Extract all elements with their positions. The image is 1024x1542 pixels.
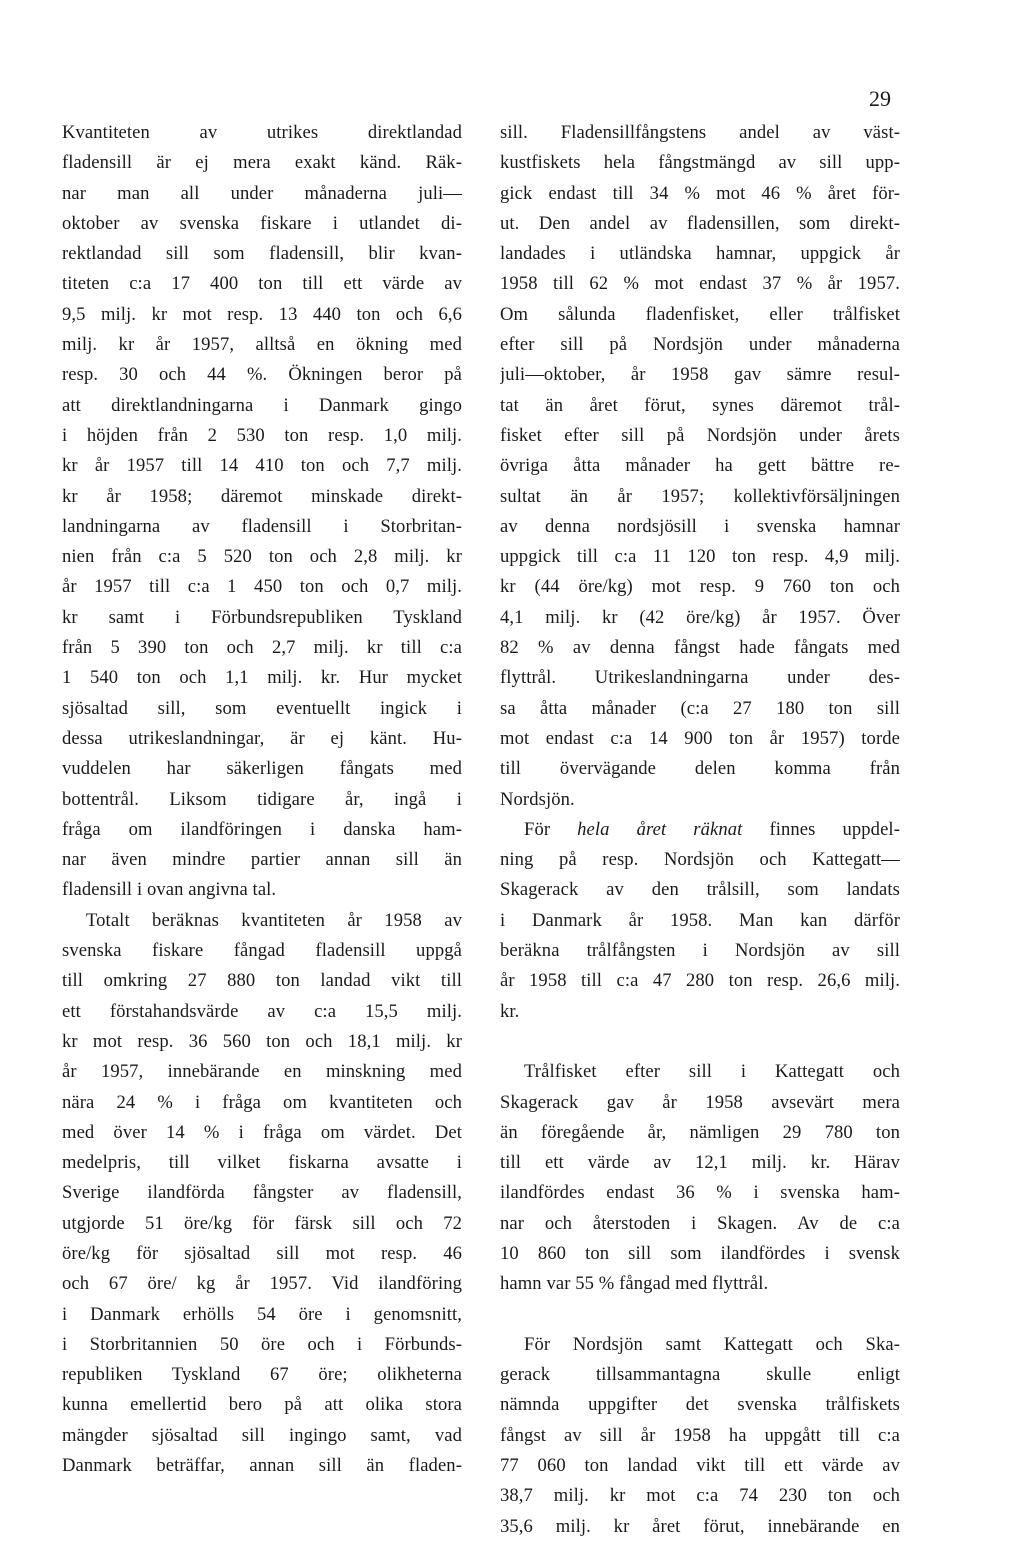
text-line: år 1957, innebärande en minskning med — [62, 1061, 462, 1083]
text-line: kr samt i Förbundsrepubliken Tyskland — [62, 606, 462, 628]
text-line: republiken Tyskland 67 öre; olikheterna — [62, 1364, 462, 1386]
text-line: kr. — [500, 1000, 520, 1022]
italic-phrase: hela året räknat — [577, 818, 743, 840]
text-line: till omkring 27 880 ton landad vikt till — [62, 970, 462, 992]
italic-suffix: finnes uppdel- — [742, 818, 900, 840]
page-number: 29 — [869, 86, 891, 111]
text-line: 82 % av denna fångst hade fångats med — [500, 637, 900, 659]
text-line: Totalt beräknas kvantiteten år 1958 av — [86, 909, 462, 931]
text-line: i Danmark år 1958. Man kan därför — [500, 909, 900, 931]
text-line: medelpris, till vilket fiskarna avsatte i — [62, 1152, 462, 1174]
text-line: mot endast c:a 14 900 ton år 1957) torde — [500, 727, 900, 749]
text-line: nien från c:a 5 520 ton och 2,8 milj. kr — [62, 546, 462, 568]
text-line: milj. kr år 1957, alltså en ökning med — [62, 334, 462, 356]
text-line: 1 540 ton och 1,1 milj. kr. Hur mycket — [62, 667, 462, 689]
right-column — [500, 118, 900, 1542]
text-line: nära 24 % i fråga om kvantiteten och — [62, 1091, 462, 1113]
text-line: kustfiskets hela fångstmängd av sill upp- — [500, 152, 900, 174]
italic-prefix: För — [524, 818, 578, 840]
text-line: nämnda uppgifter det svenska trålfiskets — [500, 1394, 900, 1416]
text-line: 77 060 ton landad vikt till ett värde av — [500, 1455, 900, 1477]
text-line: i höjden från 2 530 ton resp. 1,0 milj. — [62, 424, 462, 446]
text-line: Kvantiteten av utrikes direktlandad — [62, 122, 462, 143]
text-line: med över 14 % i fråga om värdet. Det — [62, 1121, 462, 1143]
text-line: 10 860 ton sill som ilandfördes i svensk — [500, 1242, 900, 1264]
text-line: Danmark beträffar, annan sill än fladen- — [62, 1455, 462, 1477]
text-line: nar även mindre partier annan sill än — [62, 849, 462, 871]
paragraph-gap — [500, 1027, 900, 1057]
text-line: nar man all under månaderna juli— — [62, 182, 462, 204]
text-line: För Nordsjön samt Kattegatt och Ska- — [524, 1333, 900, 1355]
text-line: och 67 öre/ kg år 1957. Vid ilandföring — [62, 1273, 462, 1295]
text-line: sill. Fladensillfångstens andel av väst- — [500, 122, 900, 143]
text-line: ut. Den andel av fladensillen, som direkt- — [500, 212, 900, 234]
text-line: än föregående år, nämligen 29 780 ton — [500, 1121, 900, 1143]
text-line: mängder sjösaltad sill ingingo samt, vad — [62, 1424, 462, 1446]
text-line: kr (44 öre/kg) mot resp. 9 760 ton och — [500, 576, 900, 598]
text-line: landningarna av fladensill i Storbritan- — [62, 515, 462, 537]
text-line: kr år 1958; däremot minskade direkt- — [62, 485, 462, 507]
text-line: till övervägande delen komma från — [500, 758, 900, 780]
text-line: gick endast till 34 % mot 46 % året för- — [500, 182, 900, 204]
text-line: att direktlandningarna i Danmark gingo — [62, 394, 462, 416]
paragraph-right-1 — [500, 118, 900, 815]
text-line: rektlandad sill som fladensill, blir kvan- — [62, 243, 462, 265]
text-line: efter sill på Nordsjön under månaderna — [500, 334, 900, 356]
text-line: fångst av sill år 1958 ha uppgått till c:a — [500, 1424, 900, 1446]
left-column — [62, 118, 462, 1481]
text-line: år 1957 till c:a 1 450 ton och 0,7 milj. — [62, 576, 462, 598]
text-line: beräkna trålfångsten i Nordsjön av sill — [500, 940, 900, 962]
text-line: år 1958 till c:a 47 280 ton resp. 26,6 milj. — [500, 970, 900, 992]
text-line: ning på resp. Nordsjön och Kattegatt— — [500, 849, 900, 871]
text-line: 1958 till 62 % mot endast 37 % år 1957. — [500, 273, 900, 295]
text-line: resp. 30 och 44 %. Ökningen beror på — [62, 364, 462, 386]
text-line: sa åtta månader (c:a 27 180 ton sill — [500, 697, 900, 719]
text-line: i Storbritannien 50 öre och i Förbunds- — [62, 1333, 462, 1355]
text-line: 35,6 milj. kr året förut, innebärande en — [500, 1515, 900, 1537]
text-line: öre/kg för sjösaltad sill mot resp. 46 — [62, 1242, 462, 1264]
paragraph-right-2 — [500, 845, 900, 1027]
text-line: gerack tillsammantagna skulle enligt — [500, 1364, 900, 1386]
text-line: fråga om ilandföringen i danska ham- — [62, 818, 462, 840]
text-line: uppgick till c:a 11 120 ton resp. 4,9 milj. — [500, 546, 900, 568]
paragraph-right-4 — [500, 1330, 900, 1542]
paragraph-right-3 — [500, 1057, 900, 1299]
text-line: 9,5 milj. kr mot resp. 13 440 ton och 6,6 — [62, 303, 462, 325]
text-line: vuddelen har säkerligen fångats med — [62, 758, 462, 780]
text-line: dessa utrikeslandningar, är ej känt. Hu- — [62, 727, 462, 749]
text-line: 4,1 milj. kr (42 öre/kg) år 1957. Över — [500, 606, 900, 628]
text-line: 38,7 milj. kr mot c:a 74 230 ton och — [500, 1485, 900, 1507]
text-line: från 5 390 ton och 2,7 milj. kr till c:a — [62, 637, 462, 659]
text-line: Nordsjön. — [500, 788, 575, 810]
text-line: till ett värde av 12,1 milj. kr. Härav — [500, 1152, 900, 1174]
text-line: ett förstahandsvärde av c:a 15,5 milj. — [62, 1000, 462, 1022]
text-line: flyttrål. Utrikeslandningarna under des- — [500, 667, 900, 689]
text-line: Sverige ilandförda fångster av fladensill, — [62, 1182, 462, 1204]
text-line: bottentrål. Liksom tidigare år, ingå i — [62, 788, 462, 810]
text-line: hamn var 55 % fångad med flyttrål. — [500, 1273, 769, 1295]
text-line: fladensill i ovan angivna tal. — [62, 879, 277, 901]
text-line: ilandfördes endast 36 % i svenska ham- — [500, 1182, 900, 1204]
text-line: Skagerack av den trålsill, som landats — [500, 879, 900, 901]
text-line: svenska fiskare fångad fladensill uppgå — [62, 940, 462, 962]
text-line: av denna nordsjösill i svenska hamnar — [500, 515, 900, 537]
text-line: nar och återstoden i Skagen. Av de c:a — [500, 1212, 900, 1234]
text-line: juli—oktober, år 1958 gav sämre resul- — [500, 364, 900, 386]
text-line: sjösaltad sill, som eventuellt ingick i — [62, 697, 462, 719]
text-line: titeten c:a 17 400 ton till ett värde av — [62, 273, 462, 295]
text-line: Om sålunda fladenfisket, eller trålfisket — [500, 303, 900, 325]
text-line: kr år 1957 till 14 410 ton och 7,7 milj. — [62, 455, 462, 477]
text-line: övriga åtta månader ha gett bättre re- — [500, 455, 900, 477]
text-line: kr mot resp. 36 560 ton och 18,1 milj. kr — [62, 1030, 462, 1052]
text-line: i Danmark erhölls 54 öre i genomsnitt, — [62, 1303, 462, 1325]
text-line: utgjorde 51 öre/kg för färsk sill och 72 — [62, 1212, 462, 1234]
text-line: sultat än år 1957; kollektivförsäljningen — [500, 485, 900, 507]
text-line: fisket efter sill på Nordsjön under årets — [500, 424, 900, 446]
text-line: kunna emellertid bero på att olika stora — [62, 1394, 462, 1416]
text-line: Skagerack gav år 1958 avsevärt mera — [500, 1091, 900, 1113]
text-line: Trålfisket efter sill i Kattegatt och — [524, 1061, 900, 1083]
text-line: oktober av svenska fiskare i utlandet di- — [62, 212, 462, 234]
paragraph-line-italic — [500, 815, 900, 845]
text-line: landades i utländska hamnar, uppgick år — [500, 243, 900, 265]
text-line: tat än året förut, synes däremot trål- — [500, 394, 900, 416]
paragraph-gap — [500, 1300, 900, 1330]
text-line: fladensill är ej mera exakt känd. Räk- — [62, 152, 462, 174]
